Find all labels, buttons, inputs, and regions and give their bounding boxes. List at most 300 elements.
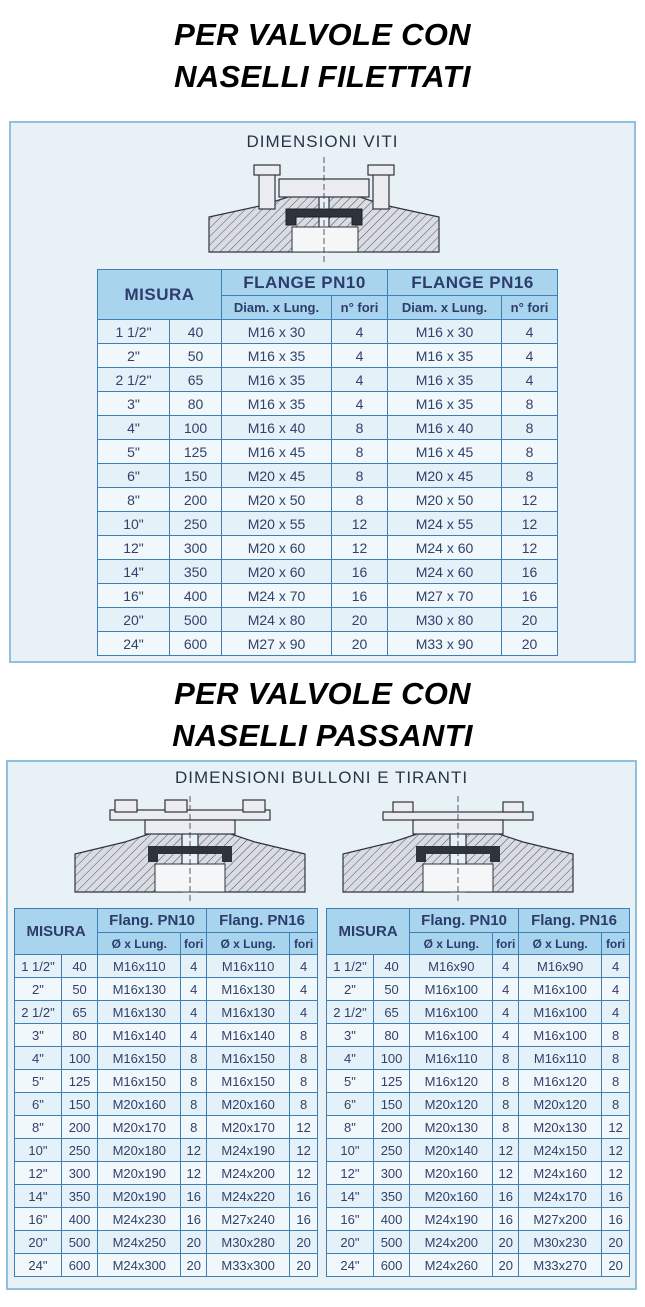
table-cell: 20 (502, 632, 558, 656)
table-cell: 12" (15, 1162, 62, 1185)
table-cell: 300 (373, 1162, 409, 1185)
table-cell: 12 (290, 1162, 318, 1185)
table-cell: 16" (327, 1208, 374, 1231)
table-cell: M20 x 45 (222, 464, 332, 488)
table-cell: 4 (290, 978, 318, 1001)
table-row (15, 1208, 318, 1231)
table-cell: 3" (15, 1024, 62, 1047)
table-cell: 8" (98, 488, 170, 512)
table-cell: M20x160 (410, 1185, 493, 1208)
table-cell: 125 (373, 1070, 409, 1093)
table-cell: 8 (290, 1093, 318, 1116)
table-cell: 16 (290, 1208, 318, 1231)
table-cell: 65 (373, 1001, 409, 1024)
table-cell: 6" (98, 464, 170, 488)
table-cell: M16x110 (410, 1047, 493, 1070)
table-cell: 14" (327, 1185, 374, 1208)
section1-panel-title: DIMENSIONI VITI (246, 132, 399, 151)
table-cell: 16 (181, 1208, 207, 1231)
pn10-fori-header: n° fori (332, 296, 388, 320)
table-cell: 12 (290, 1116, 318, 1139)
table-cell: 4 (602, 1001, 630, 1024)
table-cell: 12 (602, 1139, 630, 1162)
table-cell: M16 x 40 (388, 416, 502, 440)
table-cell: M16 x 35 (388, 392, 502, 416)
table-cell: M16x120 (410, 1070, 493, 1093)
table-cell: M16 x 35 (388, 368, 502, 392)
section2-title-line1: PER VALVOLE CON (174, 676, 471, 711)
table-cell: M27x240 (207, 1208, 290, 1231)
table-cell: M24x220 (207, 1185, 290, 1208)
table-cell: 250 (61, 1139, 97, 1162)
table-cell: M16x150 (98, 1070, 181, 1093)
table-cell: M16x100 (519, 978, 602, 1001)
table-cell: 20 (602, 1254, 630, 1277)
table-cell: 12" (98, 536, 170, 560)
table-cell: 20" (98, 608, 170, 632)
table-cell: 40 (61, 955, 97, 978)
table-cell: 10" (15, 1139, 62, 1162)
table-cell: M20x170 (98, 1116, 181, 1139)
table-cell: 12 (332, 512, 388, 536)
table-cell: 4 (290, 955, 318, 978)
table-cell: M30x230 (519, 1231, 602, 1254)
table-cell: 5" (15, 1070, 62, 1093)
table-row (15, 1254, 318, 1277)
table-row (98, 464, 558, 488)
table-cell: 500 (373, 1231, 409, 1254)
table-row (327, 1047, 630, 1070)
table-row (327, 1162, 630, 1185)
table-row (327, 978, 630, 1001)
table-row (98, 440, 558, 464)
section1-panel (9, 121, 636, 663)
table-cell: 8 (493, 1116, 519, 1139)
table-cell: M16x100 (410, 978, 493, 1001)
table-cell: 600 (373, 1254, 409, 1277)
table-cell: 12 (332, 536, 388, 560)
table-cell: M16 x 45 (222, 440, 332, 464)
table-cell: 12 (493, 1139, 519, 1162)
table-cell: M16x140 (98, 1024, 181, 1047)
table-cell: 100 (373, 1047, 409, 1070)
table-cell: M24 x 60 (388, 560, 502, 584)
table-cell: M16x150 (98, 1047, 181, 1070)
table-row (15, 978, 318, 1001)
table-cell: 8 (493, 1070, 519, 1093)
table-row (15, 1047, 318, 1070)
table-cell: 12" (327, 1162, 374, 1185)
right-pn16-diam-header: Ø x Lung. (519, 933, 602, 955)
table-cell: 20 (493, 1231, 519, 1254)
table-cell: 500 (61, 1231, 97, 1254)
table-cell: 50 (61, 978, 97, 1001)
table-cell: 4 (181, 955, 207, 978)
table-cell: 16 (502, 560, 558, 584)
table-row (15, 1024, 318, 1047)
table-cell: M16x140 (207, 1024, 290, 1047)
table-cell: M33x300 (207, 1254, 290, 1277)
table-cell: 8 (332, 440, 388, 464)
table-cell: 2" (327, 978, 374, 1001)
table-cell: 8" (327, 1116, 374, 1139)
left-pn16-fori-header: fori (290, 933, 318, 955)
table-cell: M16x130 (207, 1001, 290, 1024)
table-row (327, 1185, 630, 1208)
table-cell: M24 x 70 (222, 584, 332, 608)
table-row (98, 512, 558, 536)
left-pn10-fori-header: fori (181, 933, 207, 955)
table-cell: M30x280 (207, 1231, 290, 1254)
table-row (98, 320, 558, 344)
bolts-table-left (14, 908, 318, 1277)
table-row (98, 632, 558, 656)
table-cell: 6" (15, 1093, 62, 1116)
table-cell: 4" (15, 1047, 62, 1070)
misura-header: MISURA (98, 270, 222, 320)
table-cell: 8 (332, 464, 388, 488)
table-cell: M16 x 40 (222, 416, 332, 440)
table-cell: M20x160 (98, 1093, 181, 1116)
table-cell: M20 x 55 (222, 512, 332, 536)
table-cell: 20 (502, 608, 558, 632)
table-cell: M20x190 (98, 1185, 181, 1208)
table-cell: M20x120 (519, 1093, 602, 1116)
table-cell: M16 x 35 (222, 344, 332, 368)
table-cell: 14" (15, 1185, 62, 1208)
table-cell: 8 (493, 1047, 519, 1070)
table-cell: 2" (98, 344, 170, 368)
table-row (15, 1231, 318, 1254)
table-row (327, 1093, 630, 1116)
table-cell: 250 (170, 512, 222, 536)
table-cell: 16 (493, 1208, 519, 1231)
table-cell: M24x170 (519, 1185, 602, 1208)
table-cell: 4 (493, 1024, 519, 1047)
table-cell: M16x100 (410, 1024, 493, 1047)
table-cell: M20x160 (207, 1093, 290, 1116)
table-row (98, 392, 558, 416)
table-cell: 200 (170, 488, 222, 512)
table-cell: 4 (332, 320, 388, 344)
table-row (98, 368, 558, 392)
table-row (98, 536, 558, 560)
table-cell: 4 (332, 392, 388, 416)
table-cell: 8 (290, 1024, 318, 1047)
table-cell: 8 (181, 1093, 207, 1116)
table-cell: M20x140 (410, 1139, 493, 1162)
left-pn10-diam-header: Ø x Lung. (98, 933, 181, 955)
table-cell: 350 (170, 560, 222, 584)
table-cell: M16x130 (207, 978, 290, 1001)
right-misura-header: MISURA (327, 909, 410, 955)
table-cell: M24 x 55 (388, 512, 502, 536)
table-cell: M16x110 (98, 955, 181, 978)
table-cell: M20x130 (410, 1116, 493, 1139)
table-cell: M27 x 90 (222, 632, 332, 656)
table-cell: 14" (98, 560, 170, 584)
table-cell: 16 (502, 584, 558, 608)
table-cell: 12 (493, 1162, 519, 1185)
table-cell: 8 (290, 1070, 318, 1093)
through-bolt-drawing-left (70, 796, 310, 904)
table-row (327, 1139, 630, 1162)
table-cell: M33x270 (519, 1254, 602, 1277)
table-cell: 80 (61, 1024, 97, 1047)
table-cell: 20 (181, 1254, 207, 1277)
left-pn16-diam-header: Ø x Lung. (207, 933, 290, 955)
table-cell: 12 (181, 1162, 207, 1185)
table-cell: 100 (61, 1047, 97, 1070)
table-row (98, 608, 558, 632)
table-cell: 16 (181, 1185, 207, 1208)
table-cell: 125 (61, 1070, 97, 1093)
right-pn16-header: Flang. PN16 (519, 909, 630, 933)
table-cell: 16 (332, 584, 388, 608)
threaded-flange-drawing (204, 157, 444, 267)
table-cell: M27x200 (519, 1208, 602, 1231)
table-cell: 400 (170, 584, 222, 608)
section1-title-line1: PER VALVOLE CON (174, 17, 471, 52)
table-cell: 8 (502, 416, 558, 440)
table-cell: 8 (181, 1047, 207, 1070)
table-cell: M24x300 (98, 1254, 181, 1277)
table-cell: M24 x 60 (388, 536, 502, 560)
table-row (15, 1116, 318, 1139)
table-row (15, 1093, 318, 1116)
table-cell: 20 (493, 1254, 519, 1277)
table-cell: 1 1/2" (327, 955, 374, 978)
table-cell: 1 1/2" (98, 320, 170, 344)
table-cell: 100 (170, 416, 222, 440)
table-cell: 20 (290, 1254, 318, 1277)
table-cell: M24x150 (519, 1139, 602, 1162)
pn16-diam-header: Diam. x Lung. (388, 296, 502, 320)
table-cell: 4 (602, 955, 630, 978)
right-pn10-header: Flang. PN10 (410, 909, 519, 933)
table-cell: 20 (332, 608, 388, 632)
table-cell: M16x90 (410, 955, 493, 978)
table-row (15, 1139, 318, 1162)
table-cell: M20x190 (98, 1162, 181, 1185)
table-cell: 40 (373, 955, 409, 978)
table-cell: M16 x 30 (222, 320, 332, 344)
table-row (327, 1070, 630, 1093)
table-cell: 2 1/2" (98, 368, 170, 392)
table-cell: 4 (181, 978, 207, 1001)
table-cell: M20x120 (410, 1093, 493, 1116)
table-row (15, 1001, 318, 1024)
table-cell: M24x200 (207, 1162, 290, 1185)
table-cell: M20 x 60 (222, 536, 332, 560)
table-cell: M24x190 (207, 1139, 290, 1162)
table-cell: 4 (181, 1001, 207, 1024)
table-cell: 8 (332, 416, 388, 440)
table-cell: 65 (170, 368, 222, 392)
table-cell: M30 x 80 (388, 608, 502, 632)
table-cell: 10" (98, 512, 170, 536)
table-cell: 350 (61, 1185, 97, 1208)
table-cell: 3" (98, 392, 170, 416)
table-cell: 150 (170, 464, 222, 488)
table-cell: M24x230 (98, 1208, 181, 1231)
table-cell: 300 (170, 536, 222, 560)
table-cell: M16x130 (98, 978, 181, 1001)
table-cell: 2" (15, 978, 62, 1001)
table-cell: 4 (290, 1001, 318, 1024)
table-cell: 8 (502, 392, 558, 416)
table-row (98, 560, 558, 584)
table-cell: 125 (170, 440, 222, 464)
table-cell: 20 (332, 632, 388, 656)
table-cell: M16x100 (410, 1001, 493, 1024)
table-cell: 350 (373, 1185, 409, 1208)
table-cell: M20x180 (98, 1139, 181, 1162)
table-cell: 8 (290, 1047, 318, 1070)
table-cell: 150 (61, 1093, 97, 1116)
section2-title-line2: NASELLI PASSANTI (172, 718, 473, 753)
table-cell: M24 x 80 (222, 608, 332, 632)
pn16-header: FLANGE PN16 (388, 270, 558, 296)
table-cell: M16 x 35 (222, 392, 332, 416)
table-cell: 1 1/2" (15, 955, 62, 978)
table-cell: 20" (15, 1231, 62, 1254)
table-cell: M16 x 35 (222, 368, 332, 392)
left-pn10-header: Flang. PN10 (98, 909, 207, 933)
table-cell: 12 (502, 488, 558, 512)
table-cell: 50 (170, 344, 222, 368)
table-cell: M24x200 (410, 1231, 493, 1254)
right-pn16-fori-header: fori (602, 933, 630, 955)
table-cell: 8 (502, 464, 558, 488)
right-pn10-fori-header: fori (493, 933, 519, 955)
table-cell: 20" (327, 1231, 374, 1254)
table-cell: M16 x 45 (388, 440, 502, 464)
table-cell: M20x170 (207, 1116, 290, 1139)
table-cell: 4 (493, 1001, 519, 1024)
table-cell: 10" (327, 1139, 374, 1162)
table-cell: 4 (493, 955, 519, 978)
table-cell: M20x160 (410, 1162, 493, 1185)
table-cell: M24x190 (410, 1208, 493, 1231)
table-cell: 24" (98, 632, 170, 656)
table-cell: 12 (602, 1116, 630, 1139)
table-row (98, 344, 558, 368)
table-cell: 2 1/2" (15, 1001, 62, 1024)
table-cell: 5" (98, 440, 170, 464)
table-cell: 12 (602, 1162, 630, 1185)
table-cell: 16" (15, 1208, 62, 1231)
table-cell: M16 x 35 (388, 344, 502, 368)
table-cell: 8 (602, 1070, 630, 1093)
table-cell: 8 (502, 440, 558, 464)
table-cell: M16x100 (519, 1001, 602, 1024)
table-cell: M24x160 (519, 1162, 602, 1185)
table-row (15, 1070, 318, 1093)
bolts-table-right (326, 908, 630, 1277)
table-cell: 12 (290, 1139, 318, 1162)
table-cell: M24x250 (98, 1231, 181, 1254)
table-cell: 250 (373, 1139, 409, 1162)
table-cell: 400 (373, 1208, 409, 1231)
table-cell: 16 (493, 1185, 519, 1208)
table-row (327, 1254, 630, 1277)
table-cell: 3" (327, 1024, 374, 1047)
table-cell: 16 (602, 1208, 630, 1231)
table-row (15, 1185, 318, 1208)
screw-dimensions-table (97, 269, 558, 656)
table-row (98, 584, 558, 608)
table-cell: 600 (170, 632, 222, 656)
table-cell: 4 (502, 344, 558, 368)
table-cell: 8 (181, 1070, 207, 1093)
table-cell: 4 (181, 1024, 207, 1047)
table-cell: 4" (98, 416, 170, 440)
table-cell: M16x130 (98, 1001, 181, 1024)
table-row (327, 1231, 630, 1254)
table-cell: M20 x 45 (388, 464, 502, 488)
table-cell: 12 (181, 1139, 207, 1162)
table-cell: 4" (327, 1047, 374, 1070)
pn16-fori-header: n° fori (502, 296, 558, 320)
through-bolt-drawing-right (338, 796, 578, 904)
table-row (98, 488, 558, 512)
table-cell: 150 (373, 1093, 409, 1116)
table-cell: 4 (502, 368, 558, 392)
table-cell: 8 (602, 1047, 630, 1070)
table-cell: 16" (98, 584, 170, 608)
table-cell: M20x130 (519, 1116, 602, 1139)
table-cell: 12 (502, 536, 558, 560)
table-cell: 400 (61, 1208, 97, 1231)
table-cell: M24x260 (410, 1254, 493, 1277)
section2-panel (6, 760, 637, 1290)
table-cell: M16x120 (519, 1070, 602, 1093)
table-cell: 80 (373, 1024, 409, 1047)
section2-panel-title: DIMENSIONI BULLONI E TIRANTI (174, 768, 469, 787)
table-cell: 16 (602, 1185, 630, 1208)
table-row (327, 955, 630, 978)
table-row (327, 1024, 630, 1047)
table-row (15, 955, 318, 978)
table-cell: 40 (170, 320, 222, 344)
table-cell: M16x110 (207, 955, 290, 978)
left-misura-header: MISURA (15, 909, 98, 955)
table-cell: 8 (332, 488, 388, 512)
table-cell: 300 (61, 1162, 97, 1185)
table-cell: M20 x 50 (388, 488, 502, 512)
table-row (327, 1208, 630, 1231)
table-cell: 20 (602, 1231, 630, 1254)
table-cell: M16x150 (207, 1070, 290, 1093)
table-cell: 4 (332, 368, 388, 392)
section1-title-line2: NASELLI FILETTATI (174, 59, 471, 94)
table-cell: 8 (181, 1116, 207, 1139)
table-cell: 6" (327, 1093, 374, 1116)
table-cell: M20 x 50 (222, 488, 332, 512)
table-cell: 65 (61, 1001, 97, 1024)
table-cell: 8 (493, 1093, 519, 1116)
table-cell: 16 (332, 560, 388, 584)
table-cell: 8" (15, 1116, 62, 1139)
table-cell: M16x150 (207, 1047, 290, 1070)
table-cell: 500 (170, 608, 222, 632)
table-cell: 20 (181, 1231, 207, 1254)
table-cell: 16 (290, 1185, 318, 1208)
table-cell: M20 x 60 (222, 560, 332, 584)
table-cell: 600 (61, 1254, 97, 1277)
table-cell: 50 (373, 978, 409, 1001)
